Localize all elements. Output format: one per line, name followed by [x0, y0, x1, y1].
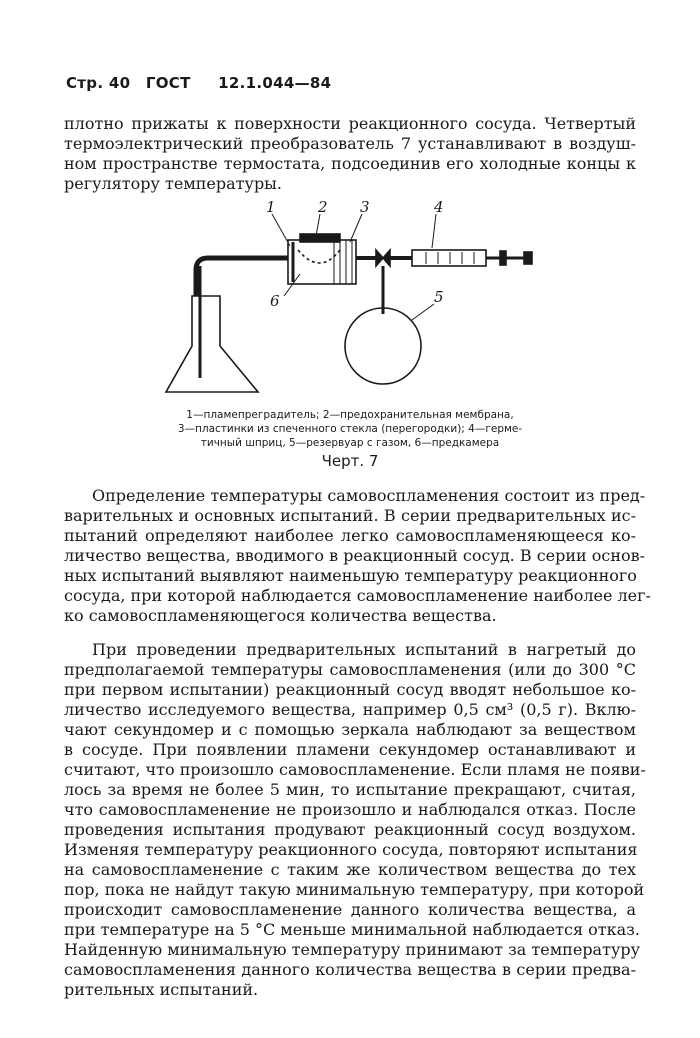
text-line: при температуре на 5 °С меньше минимальной наблюдается отказ. [64, 920, 640, 939]
text-line: варительных и основных испытаний. В серии предварительных ис- [64, 506, 636, 525]
figure-label-4: 4 [434, 198, 444, 216]
apparatus-diagram [150, 196, 570, 396]
text-line: Определение температуры самовоспламенения состоит из пред- [92, 486, 646, 505]
text-line: что самовоспламенение не произошло и наблюдался отказ. После [64, 800, 636, 819]
figure-label-6: 6 [270, 292, 280, 310]
paragraph-definition [64, 486, 651, 626]
figure-title: Черт. 7 [321, 452, 379, 470]
figure-label-5: 5 [434, 288, 444, 306]
figure-label-3: 3 [360, 198, 370, 216]
text-line: пор, пока не найдут такую минимальную температуру, при которой [64, 880, 645, 899]
inlet-tube [196, 258, 288, 296]
syringe-scale [426, 252, 474, 264]
caption-line: 3—пластинки из спеченного стекла (перегородки); 4—герме- [177, 423, 523, 435]
text-line: при первом испытании) реакционный сосуд вводят небольшое ко- [64, 680, 636, 699]
text-line: в сосуде. При появлении пламени секундомер останавливают и [64, 740, 636, 759]
text-line: регулятору температуры. [64, 174, 282, 193]
syringe-handle [500, 251, 506, 265]
sintered-glass-plates [334, 240, 352, 284]
figure-label-2: 2 [318, 198, 328, 216]
text-line: личество вещества, вводимого в реакционный сосуд. В серии основ- [64, 546, 646, 565]
gas-reservoir [345, 308, 421, 384]
standard-number: 12.1.044—84 [218, 74, 332, 92]
text-line: При проведении предварительных испытаний в нагретый до [92, 640, 636, 659]
paragraph-procedure [64, 640, 646, 1000]
page-header [66, 74, 341, 92]
text-line: на самовоспламенение с таким же количеством вещества до тех [64, 860, 636, 879]
text-line: Найденную минимальную температуру принимают за температуру [64, 940, 641, 959]
text-line: личество исследуемого вещества, например 0,5 см³ (0,5 г). Вклю- [64, 700, 636, 719]
figure-caption [140, 408, 560, 450]
figure-label-1: 1 [266, 198, 276, 216]
text-line: рительных испытаний. [64, 980, 259, 999]
text-line: считают, что произошло самовоспламенение. Если пламя не появи- [64, 760, 646, 779]
apparatus-svg [150, 196, 570, 396]
text-line: ко самовоспламеняющегося количества вещества. [64, 606, 497, 625]
text-line: лось за время не более 5 мин, то испытание прекращают, считая, [64, 780, 636, 799]
text-line: Изменяя температуру реакционного сосуда, повторяют испытания [64, 840, 638, 859]
text-line: сосуда, при которой наблюдается самовоспламенение наиболее лег- [64, 586, 651, 605]
text-line: пытаний определяют наиболее легко самовоспламеняющееся ко- [64, 526, 636, 545]
text-line: проведения испытания продувают реакционный сосуд воздухом. [64, 820, 636, 839]
text-line: термоэлектрический преобразователь 7 устанавливают в воздуш- [64, 134, 636, 153]
text-line: плотно прижаты к поверхности реакционного сосуда. Четвертый [64, 114, 636, 133]
flask [166, 296, 258, 392]
text-line: самовоспламенения данного количества вещества в серии предва- [64, 960, 636, 979]
text-line: происходит самовоспламенение данного количества вещества, а [64, 900, 636, 919]
gost-label: ГОСТ [145, 74, 191, 92]
text-line: чают секундомер и с помощью зеркала наблюдают за веществом [64, 720, 636, 739]
page-number: Стр. 40 [66, 74, 131, 92]
text-line: ном пространстве термостата, подсоединив его холодные концы к [64, 154, 636, 173]
syringe [412, 250, 486, 266]
text-line: ных испытаний выявляют наименьшую температуру реакционного [64, 566, 637, 585]
valve [376, 250, 390, 266]
paragraph-continuation [64, 114, 636, 194]
caption-line: тичный шприц, 5—резервуар с газом, 6—предкамера [200, 437, 500, 449]
caption-line: 1—пламепреградитель; 2—предохранительная мембрана, [186, 409, 514, 421]
text-line: предполагаемой температуры самовоспламенения (или до 300 °С [64, 660, 636, 679]
